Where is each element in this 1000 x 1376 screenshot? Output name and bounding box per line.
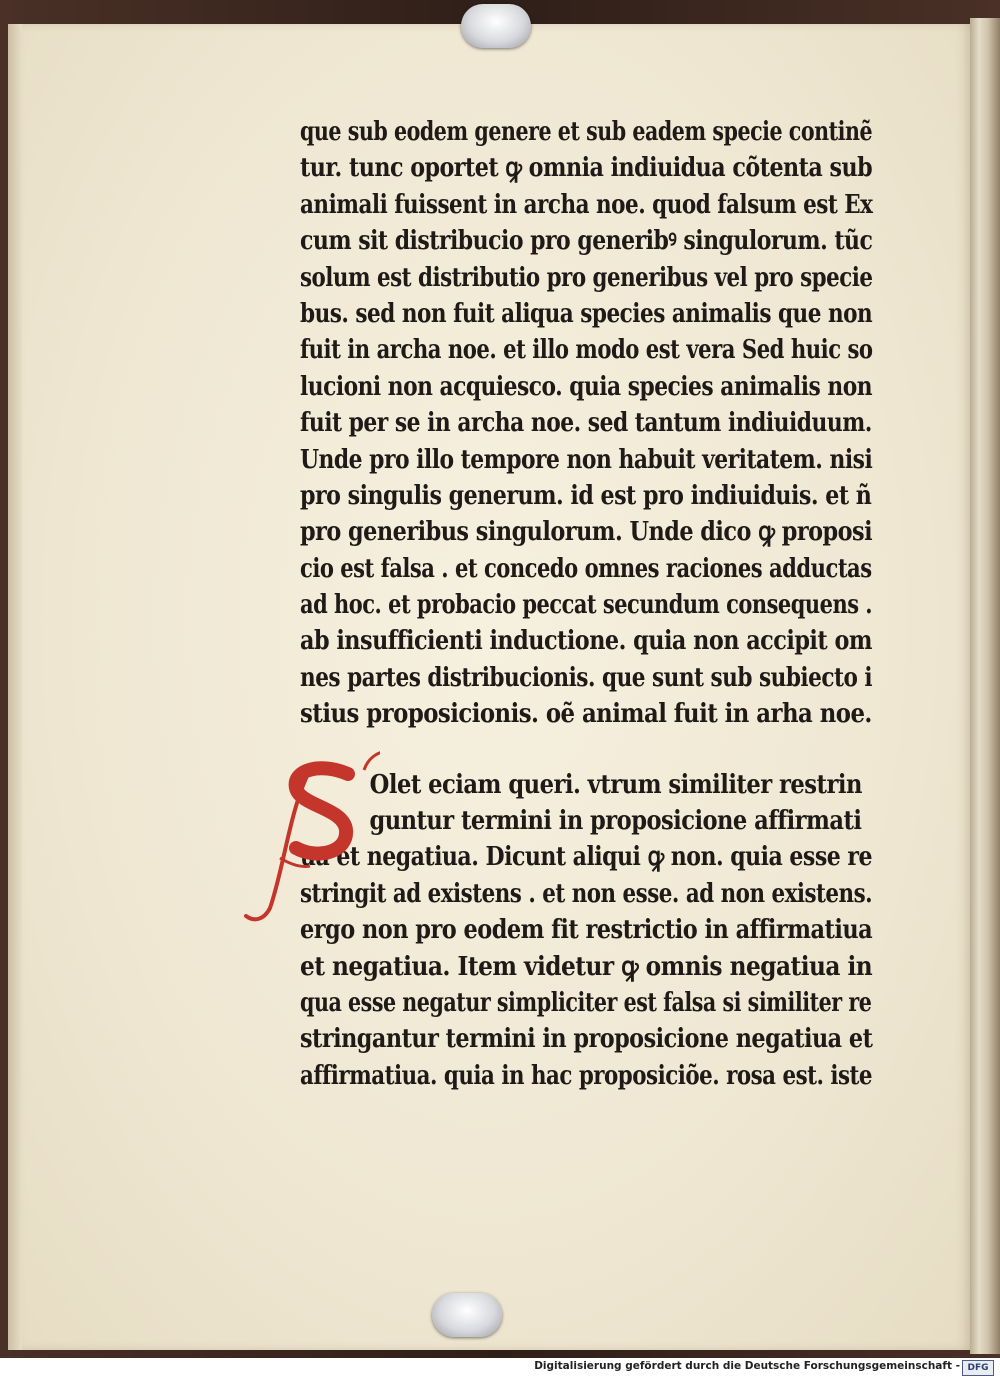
text-line: qua esse negatur simpliciter est falsa si similiter re — [300, 987, 872, 1018]
footer-bar — [0, 1358, 1000, 1376]
text-line: fuit per se in archa noe. sed tantum indiuiduum. — [300, 408, 872, 439]
footer-credit: Digitalisierung gefördert durch die Deutsche Forschungsgemeinschaft - — [534, 1360, 960, 1372]
text-line: ab insufficienti inductione. quia non accipit om — [300, 626, 872, 657]
text-line: stringantur termini in proposicione negatiua et — [300, 1024, 873, 1055]
text-line: Olet eciam queri. vtrum similiter restrin — [369, 769, 862, 800]
text-line: solum est distributio pro generibus vel pro specie — [300, 262, 873, 293]
text-line: stius proposicionis. oẽ animal fuit in arha noe. — [300, 699, 872, 730]
dfg-logo: DFG — [962, 1360, 994, 1376]
text-line: nes partes distribucionis. que sunt sub subiecto i — [300, 662, 873, 693]
bottom-clamp — [432, 1293, 502, 1337]
text-line: tur. tunc oportet ꝙ omnia indiuidua cõtenta sub — [300, 153, 873, 184]
text-line: que sub eodem genere et sub eadem specie continẽ — [300, 117, 873, 147]
text-line: affirmatiua. quia in hac proposiciõe. rosa est. iste — [300, 1060, 873, 1091]
text-line: fuit in archa noe. et illo modo est vera Sed huic so — [300, 335, 873, 366]
text-line: Unde pro illo tempore non habuit veritatem. nisi — [300, 444, 873, 475]
text-line: et negatiua. Item videtur ꝙ omnis negatiua in — [300, 951, 873, 982]
page-edge — [970, 18, 1000, 1354]
text-line: pro singulis generum. id est pro indiuiduis. et ñ — [300, 480, 872, 511]
text-line: guntur termini in proposicione affirmati — [369, 806, 862, 837]
text-block — [300, 114, 880, 1094]
rubricated-initial-s-icon — [240, 748, 380, 928]
text-line: lucioni non acquiesco. quia species animalis non — [300, 371, 873, 402]
text-line: pro generibus singulorum. Unde dico ꝙ proposi — [300, 517, 873, 548]
top-clamp — [461, 4, 531, 48]
text-line: ergo non pro eodem fit restrictio in affirmatiua — [300, 915, 873, 946]
text-line: cio est falsa . et concedo omnes raciones adductas — [300, 553, 872, 584]
text-line: ad hoc. et probacio peccat secundum consequens . — [300, 590, 873, 621]
text-line: bus. sed non fuit aliqua species animalis que non — [300, 298, 873, 329]
text-line: cum sit distribucio pro generibꝰ singulorum. tũc — [300, 226, 873, 257]
paragraph-1 — [300, 114, 880, 733]
paragraph-2 — [300, 767, 880, 1095]
text-line: animali fuissent in archa noe. quod falsum est Ex — [300, 189, 873, 220]
page-gutter — [8, 24, 22, 1350]
text-line: ua et negatiua. Dicunt aliqui ꝙ non. quia esse re — [300, 842, 872, 873]
text-line: stringit ad existens . et non esse. ad non existens. — [300, 878, 873, 909]
